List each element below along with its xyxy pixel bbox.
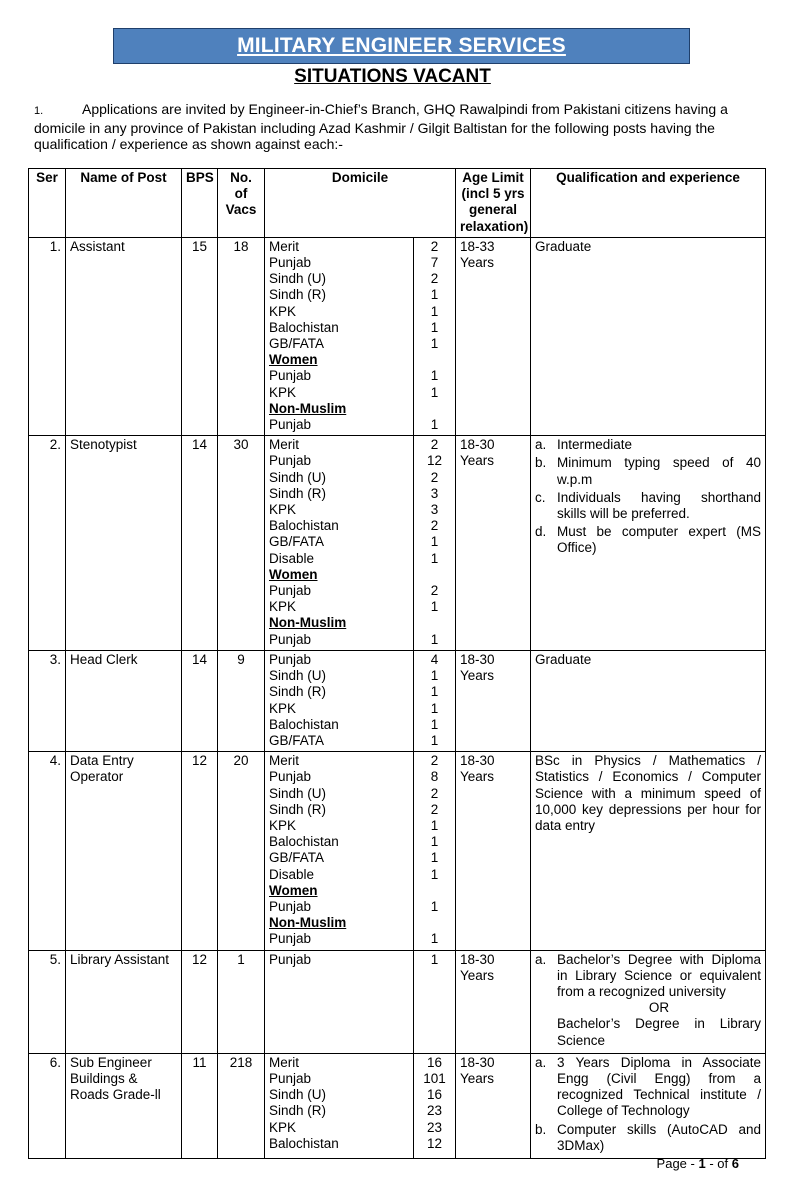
- row-bps: 12: [182, 752, 218, 950]
- domicile-label: Balochistan: [269, 319, 339, 335]
- domicile-count: 1: [430, 866, 439, 882]
- domicile-count: 3: [430, 485, 439, 501]
- domicile-label: Disable: [269, 866, 315, 882]
- domicile-count: 1: [430, 303, 439, 319]
- qualification-marker: a.: [535, 1054, 547, 1070]
- domicile-count: 23: [426, 1119, 443, 1135]
- domicile-label: Punjab: [269, 1070, 312, 1086]
- domicile-label: Merit: [269, 238, 299, 254]
- domicile-count: 1: [430, 898, 439, 914]
- domicile-label: Punjab: [269, 453, 312, 469]
- qualification-item-text: 3 Years Diploma in Associate Engg (Civil Engg) from a recognized Technical institute / College of Technology: [557, 1054, 761, 1119]
- domicile-count: [418, 567, 451, 583]
- header-post: Name of Post: [66, 169, 182, 238]
- qualification-text: Graduate: [535, 238, 592, 254]
- qualification-marker: b.: [535, 1121, 547, 1137]
- header-bps: BPS: [182, 169, 218, 238]
- domicile-count: 1: [430, 287, 439, 303]
- domicile-label: Punjab: [269, 651, 312, 667]
- domicile-count: 1: [430, 931, 439, 947]
- domicile-count: 2: [430, 437, 439, 453]
- page-footer: [657, 1156, 739, 1171]
- domicile-count: 1: [430, 732, 439, 748]
- row-domicile-labels: [265, 1053, 414, 1158]
- row-ser: 4.: [29, 752, 66, 950]
- row-post-name: Sub Engineer Buildings & Roads Grade-ll: [66, 1053, 182, 1158]
- qualification-item: [535, 437, 761, 453]
- row-domicile-labels: [265, 436, 414, 651]
- row-vacs: 18: [218, 237, 265, 435]
- domicile-label: GB/FATA: [269, 732, 325, 748]
- title-banner: [113, 28, 690, 64]
- row-domicile-counts: [414, 650, 456, 751]
- domicile-count: 7: [430, 255, 439, 271]
- domicile-count: 1: [430, 631, 439, 647]
- qualification-marker: c.: [535, 489, 546, 505]
- qualification-list: [535, 1055, 761, 1154]
- qualification-marker: d.: [535, 524, 547, 540]
- qualification-item: [535, 1122, 761, 1154]
- domicile-label: KPK: [269, 502, 297, 518]
- row-ser: 5.: [29, 950, 66, 1053]
- row-qualification: [531, 436, 766, 651]
- qualification-marker: a.: [535, 437, 547, 453]
- footer-prefix: Page -: [656, 1156, 695, 1171]
- domicile-label: Balochistan: [269, 518, 339, 534]
- row-domicile-labels: [265, 752, 414, 950]
- intro-number: 1.: [34, 105, 44, 117]
- domicile-label: KPK: [269, 817, 297, 833]
- domicile-count: 2: [430, 785, 439, 801]
- footer-current-page: 1: [698, 1156, 706, 1171]
- row-post-name: Library Assistant: [66, 950, 182, 1053]
- domicile-count: 1: [430, 700, 439, 716]
- footer-total-pages: 6: [731, 1156, 739, 1171]
- domicile-count: [418, 352, 451, 368]
- domicile-label: Merit: [269, 753, 299, 769]
- header-domicile: Domicile: [265, 169, 456, 238]
- row-qualification: [531, 650, 766, 751]
- header-age: Age Limit (incl 5 yrs general relaxation): [456, 169, 531, 238]
- domicile-count: 1: [430, 534, 439, 550]
- domicile-count: [418, 615, 451, 631]
- qualification-item: [535, 490, 761, 522]
- row-vacs: 9: [218, 650, 265, 751]
- domicile-count: 1: [430, 336, 439, 352]
- domicile-label: Disable: [269, 550, 315, 566]
- header-qual: Qualification and experience: [531, 169, 766, 238]
- page-title: MILITARY ENGINEER SERVICES: [237, 34, 566, 57]
- row-qualification: [531, 950, 766, 1053]
- domicile-label: Punjab: [269, 583, 312, 599]
- qualification-item-text: Bachelor’s Degree with Diploma in Library Science or equivalent from a recognized university: [557, 951, 761, 999]
- qualification-item-text: Minimum typing speed of 40 w.p.m: [557, 455, 761, 487]
- domicile-label: Punjab: [269, 951, 312, 967]
- domicile-count: 2: [430, 801, 439, 817]
- qualification-text: Graduate: [535, 651, 592, 667]
- qualification-item: [535, 952, 761, 1049]
- vacancies-table: [28, 168, 766, 1159]
- domicile-label: Sindh (U): [269, 271, 327, 287]
- domicile-group-heading: Non-Muslim: [269, 615, 347, 631]
- domicile-count: 1: [430, 684, 439, 700]
- qualification-list: [535, 437, 761, 556]
- intro-text: Applications are invited by Engineer-in-Chief’s Branch, GHQ Rawalpindi from Pakistani citizens having a domicile in any province of Pakistan including Azad Kashmir / Gilgit Baltistan for the following posts having the qualification / experience as shown against each:-: [34, 101, 728, 152]
- row-domicile-labels: [265, 237, 414, 435]
- domicile-count: 2: [430, 271, 439, 287]
- domicile-group-heading: Women: [269, 566, 318, 582]
- row-age-limit: 18-30 Years: [456, 436, 531, 651]
- domicile-count: 3: [430, 502, 439, 518]
- domicile-count: 1: [430, 850, 439, 866]
- domicile-label: Merit: [269, 1054, 299, 1070]
- row-bps: 15: [182, 237, 218, 435]
- domicile-label: Punjab: [269, 255, 312, 271]
- qualification-item: [535, 1055, 761, 1120]
- row-vacs: 1: [218, 950, 265, 1053]
- header-ser: Ser: [29, 169, 66, 238]
- qualification-or: OR: [648, 1000, 670, 1016]
- domicile-label: KPK: [269, 1119, 297, 1135]
- domicile-label: Sindh (R): [269, 485, 327, 501]
- table-body: [29, 237, 766, 1158]
- domicile-label: Sindh (R): [269, 684, 327, 700]
- qualification-item-text: Computer skills (AutoCAD and 3DMax): [557, 1121, 761, 1153]
- domicile-count: 1: [430, 951, 439, 967]
- domicile-label: Balochistan: [269, 1135, 339, 1151]
- row-age-limit: 18-30 Years: [456, 752, 531, 950]
- table-row: [29, 436, 766, 651]
- row-post-name: Stenotypist: [66, 436, 182, 651]
- row-vacs: 218: [218, 1053, 265, 1158]
- domicile-label: Balochistan: [269, 834, 339, 850]
- domicile-group-heading: Non-Muslim: [269, 915, 347, 931]
- domicile-count: 2: [430, 583, 439, 599]
- domicile-count: 1: [430, 817, 439, 833]
- domicile-label: Sindh (R): [269, 1103, 327, 1119]
- domicile-label: GB/FATA: [269, 336, 325, 352]
- qualification-marker: b.: [535, 455, 547, 471]
- row-age-limit: 18-30 Years: [456, 650, 531, 751]
- domicile-count: 1: [430, 834, 439, 850]
- domicile-label: Sindh (R): [269, 287, 327, 303]
- row-post-name: Assistant: [66, 237, 182, 435]
- row-domicile-counts: [414, 237, 456, 435]
- row-bps: 12: [182, 950, 218, 1053]
- row-bps: 14: [182, 650, 218, 751]
- row-domicile-counts: [414, 752, 456, 950]
- domicile-count: 1: [430, 668, 439, 684]
- header-vacs: No. of Vacs: [218, 169, 265, 238]
- domicile-label: Sindh (U): [269, 668, 327, 684]
- qualification-text: BSc in Physics / Mathematics / Statistics / Economics / Computer Science with a minimum speed of 10,000 key depressions per hour for data entry: [535, 753, 761, 833]
- table-row: [29, 650, 766, 751]
- row-domicile-labels: [265, 950, 414, 1053]
- qualification-item: [535, 455, 761, 487]
- row-age-limit: 18-30 Years: [456, 950, 531, 1053]
- row-qualification: [531, 237, 766, 435]
- domicile-label: Punjab: [269, 769, 312, 785]
- domicile-label: Sindh (U): [269, 1087, 327, 1103]
- row-ser: 2.: [29, 436, 66, 651]
- domicile-label: GB/FATA: [269, 534, 325, 550]
- domicile-count: 1: [430, 599, 439, 615]
- table-row: [29, 752, 766, 950]
- domicile-count: [418, 915, 451, 931]
- row-domicile-counts: [414, 1053, 456, 1158]
- domicile-label: Balochistan: [269, 716, 339, 732]
- domicile-label: KPK: [269, 384, 297, 400]
- row-qualification: [531, 1053, 766, 1158]
- domicile-count: 1: [430, 417, 439, 433]
- domicile-count: 2: [430, 518, 439, 534]
- qualification-item: [535, 524, 761, 556]
- domicile-group-heading: Women: [269, 882, 318, 898]
- domicile-count: 1: [430, 319, 439, 335]
- domicile-count: 16: [426, 1087, 443, 1103]
- domicile-label: Punjab: [269, 898, 312, 914]
- domicile-label: KPK: [269, 599, 297, 615]
- qualification-alternative: Bachelor’s Degree in Library Science: [557, 1016, 761, 1048]
- row-post-name: Data Entry Operator: [66, 752, 182, 950]
- domicile-label: Sindh (U): [269, 469, 327, 485]
- domicile-count: 1: [430, 368, 439, 384]
- domicile-count: 16: [426, 1054, 443, 1070]
- row-vacs: 20: [218, 752, 265, 950]
- domicile-group-heading: Women: [269, 352, 318, 368]
- row-age-limit: 18-30 Years: [456, 1053, 531, 1158]
- domicile-count: 1: [430, 716, 439, 732]
- qualification-list: [535, 952, 761, 1049]
- row-age-limit: 18-33 Years: [456, 237, 531, 435]
- row-ser: 3.: [29, 650, 66, 751]
- qualification-item-text: Must be computer expert (MS Office): [557, 524, 761, 556]
- row-ser: 1.: [29, 237, 66, 435]
- domicile-count: 8: [430, 769, 439, 785]
- table-row: [29, 1053, 766, 1158]
- page-subtitle: SITUATIONS VACANT: [294, 66, 491, 87]
- domicile-count: 2: [430, 469, 439, 485]
- row-domicile-counts: [414, 436, 456, 651]
- table-row: [29, 950, 766, 1053]
- table-row: [29, 237, 766, 435]
- domicile-count: 12: [426, 1135, 443, 1151]
- domicile-count: 12: [426, 453, 443, 469]
- row-domicile-labels: [265, 650, 414, 751]
- row-bps: 11: [182, 1053, 218, 1158]
- qualification-marker: a.: [535, 951, 547, 967]
- domicile-label: KPK: [269, 303, 297, 319]
- domicile-label: Punjab: [269, 631, 312, 647]
- domicile-label: KPK: [269, 700, 297, 716]
- domicile-count: 1: [430, 384, 439, 400]
- domicile-count: 23: [426, 1103, 443, 1119]
- domicile-label: Sindh (U): [269, 785, 327, 801]
- domicile-label: GB/FATA: [269, 850, 325, 866]
- domicile-count: 2: [430, 753, 439, 769]
- domicile-label: Punjab: [269, 931, 312, 947]
- intro-paragraph: [34, 101, 766, 153]
- footer-middle: - of: [709, 1156, 729, 1171]
- row-ser: 6.: [29, 1053, 66, 1158]
- table-header-row: [29, 169, 766, 238]
- domicile-count: 4: [430, 651, 439, 667]
- domicile-count: 101: [423, 1070, 446, 1086]
- domicile-label: Punjab: [269, 417, 312, 433]
- row-qualification: [531, 752, 766, 950]
- row-vacs: 30: [218, 436, 265, 651]
- row-bps: 14: [182, 436, 218, 651]
- qualification-item-text: Intermediate: [557, 437, 633, 453]
- domicile-label: Sindh (R): [269, 801, 327, 817]
- domicile-count: 2: [430, 238, 439, 254]
- domicile-label: Punjab: [269, 368, 312, 384]
- row-domicile-counts: [414, 950, 456, 1053]
- domicile-count: [418, 401, 451, 417]
- qualification-item-text: Individuals having shorthand skills will be preferred.: [557, 489, 761, 522]
- domicile-group-heading: Non-Muslim: [269, 400, 347, 416]
- row-post-name: Head Clerk: [66, 650, 182, 751]
- domicile-label: Merit: [269, 437, 299, 453]
- domicile-count: [418, 883, 451, 899]
- domicile-count: 1: [430, 550, 439, 566]
